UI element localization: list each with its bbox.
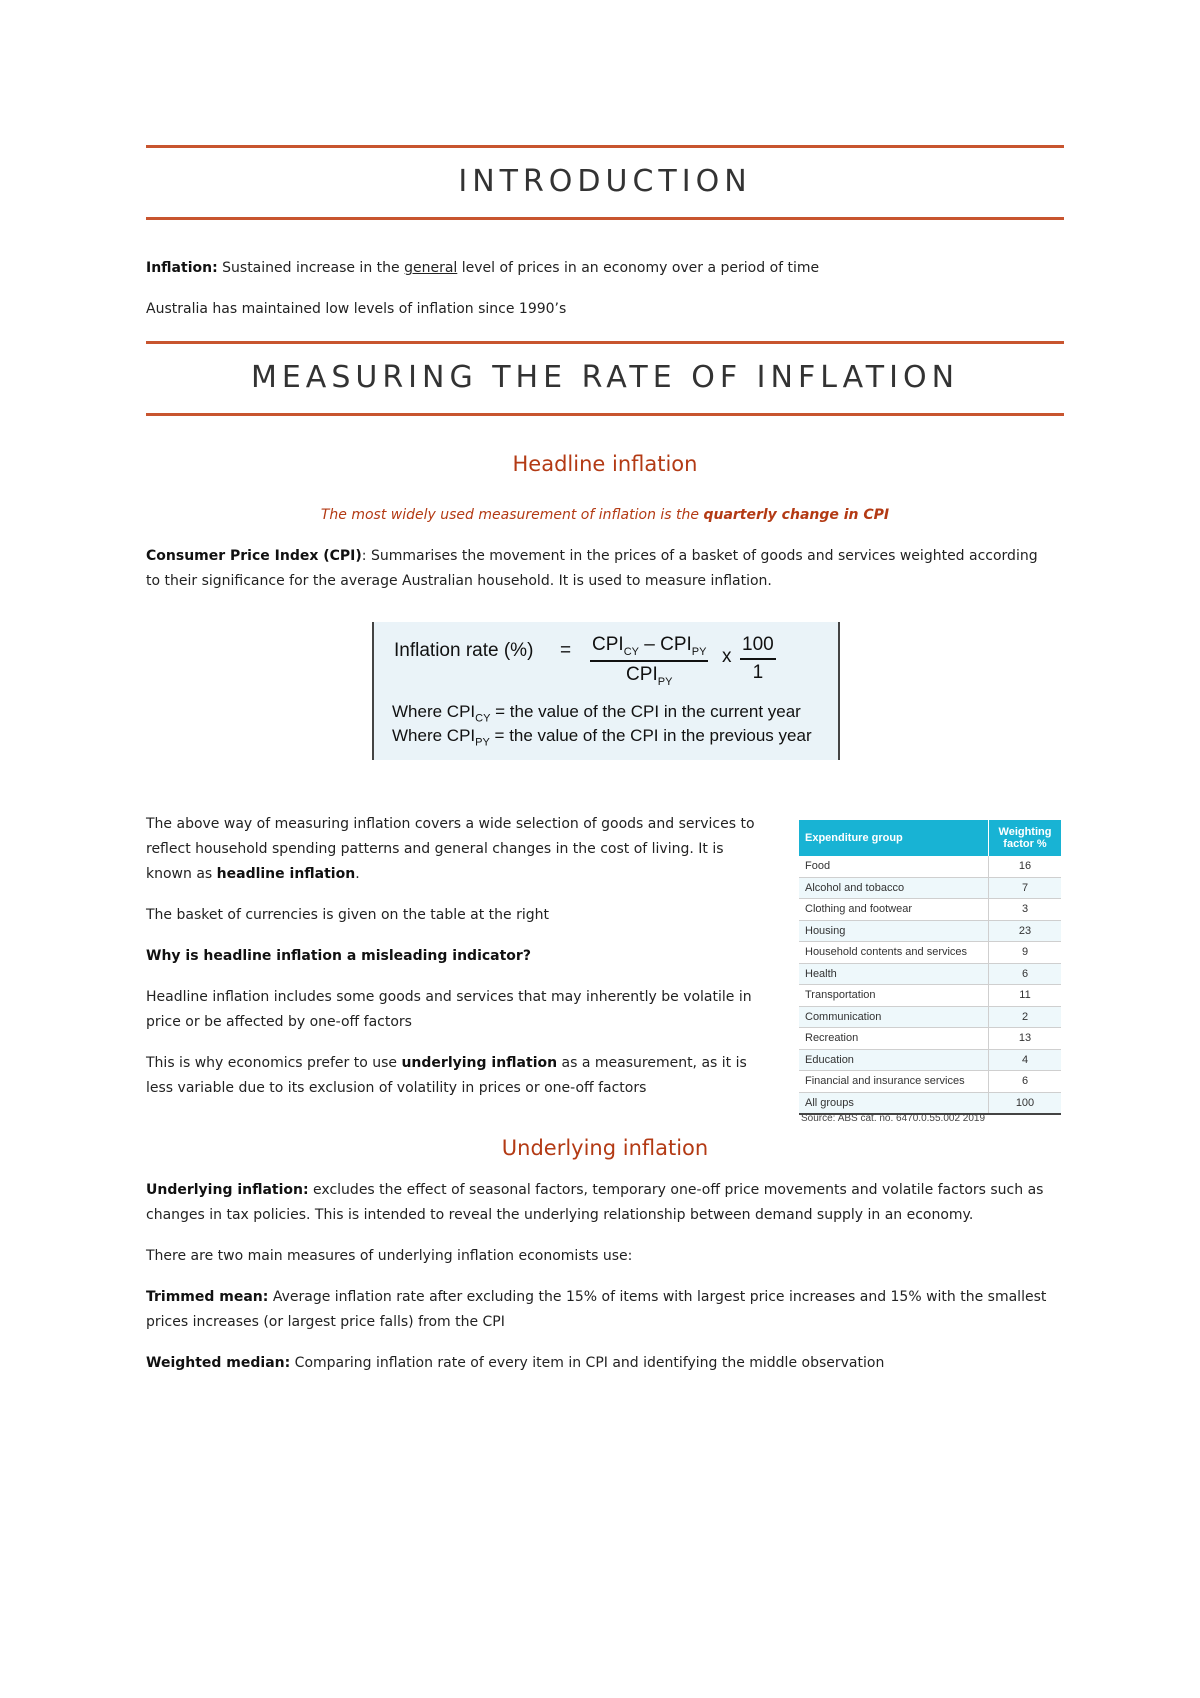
- intro-rule-top: [146, 145, 1064, 148]
- above-line3: known as headline inflation.: [146, 866, 360, 882]
- general-underlined: general: [404, 260, 458, 276]
- basket-note: The basket of currencies is given on the table at the right: [146, 907, 550, 923]
- inflation-def-text-end: level of prices in an economy over a period of time: [457, 260, 820, 276]
- headline-tagline: [146, 503, 1064, 528]
- formula-equals: =: [560, 640, 572, 661]
- table-row: [799, 1071, 1061, 1093]
- cpi-fraction: [590, 634, 708, 688]
- row-weight: 11: [989, 985, 1062, 1007]
- row-group: All groups: [799, 1092, 989, 1114]
- australia-note: Australia has maintained low levels of inflation since 1990’s: [146, 301, 567, 317]
- table-row: [799, 985, 1061, 1007]
- measuring-rule-top: [146, 341, 1064, 344]
- table-row: [799, 963, 1061, 985]
- table-header-row: [799, 820, 1061, 856]
- inflation-term: Inflation:: [146, 260, 218, 276]
- row-group: Recreation: [799, 1028, 989, 1050]
- where-current-year: Where $CPI_{CY}$ = the value of the CPI in the current year: [392, 702, 801, 725]
- table-row: [799, 877, 1061, 899]
- inflation-definition: [146, 256, 819, 281]
- table-row: [799, 1049, 1061, 1071]
- table-row: [799, 920, 1061, 942]
- table-row: [799, 1028, 1061, 1050]
- underlying-term: Underlying inflation:: [146, 1182, 309, 1198]
- inflation-formula-box: [372, 622, 840, 760]
- row-weight: 6: [989, 963, 1062, 985]
- trimmed-mean-term: Trimmed mean:: [146, 1289, 269, 1305]
- measuring-heading: MEASURING THE RATE OF INFLATION: [250, 360, 960, 395]
- headline-inflation-bold: headline inflation: [216, 866, 356, 882]
- intro-rule-bottom: [146, 217, 1064, 220]
- volatile-line2: price or be affected by one-off factors: [146, 1014, 412, 1030]
- row-group: Housing: [799, 920, 989, 942]
- weighted-median-term: Weighted median:: [146, 1355, 291, 1371]
- table-row: [799, 856, 1061, 877]
- header-expenditure-group: Expenditure group: [799, 820, 989, 856]
- above-line1: The above way of measuring inflation covers a wide selection of goods and services to: [146, 816, 755, 832]
- row-weight: 4: [989, 1049, 1062, 1071]
- row-group: Transportation: [799, 985, 989, 1007]
- tagline-bold: quarterly change in CPI: [703, 507, 890, 523]
- underlying-title: Underlying inflation: [501, 1136, 709, 1160]
- trimmed-mean-line1: Trimmed mean: Average inflation rate after excluding the 15% of items with largest price increases and 15% with the smallest: [146, 1289, 1047, 1305]
- trimmed-mean-line2: prices increases (or largest price falls) from the CPI: [146, 1314, 505, 1330]
- cpi-definition-line2: to their significance for the average Australian household. It is used to measure inflation.: [146, 573, 772, 589]
- row-weight: 6: [989, 1071, 1062, 1093]
- header-weighting-factor: Weighting factor %: [989, 820, 1062, 856]
- row-weight: 3: [989, 899, 1062, 921]
- formula-label: Inflation rate (%): [394, 640, 534, 661]
- row-group: Food: [799, 856, 989, 877]
- row-weight: 13: [989, 1028, 1062, 1050]
- cpi-numerator: $CPI_{CY} - CPI_{PY}$: [590, 634, 708, 662]
- row-group: Financial and insurance services: [799, 1071, 989, 1093]
- table-row: [799, 1006, 1061, 1028]
- prefer-line1: This is why economics prefer to use underlying inflation as a measurement, as it is: [146, 1055, 747, 1071]
- measuring-rule-bottom: [146, 413, 1064, 416]
- table-row: [799, 899, 1061, 921]
- underlying-inflation-bold: underlying inflation: [401, 1055, 558, 1071]
- two-measures: There are two main measures of underlying inflation economists use:: [146, 1248, 633, 1264]
- above-line2: reflect household spending patterns and general changes in the cost of living. It is: [146, 841, 724, 857]
- underlying-def-line2: changes in tax policies. This is intended to reveal the underlying relationship between demand supply in an economy.: [146, 1207, 974, 1223]
- where-previous-year: Where $CPI_{PY}$ = the value of the CPI in the previous year: [392, 726, 812, 749]
- table-row: [799, 942, 1061, 964]
- row-weight: 7: [989, 877, 1062, 899]
- row-group: Education: [799, 1049, 989, 1071]
- cpi-weighting-table: [799, 820, 1061, 1115]
- row-group: Health: [799, 963, 989, 985]
- prefer-line2: less variable due to its exclusion of volatility in prices or one-off factors: [146, 1080, 647, 1096]
- row-group: Communication: [799, 1006, 989, 1028]
- underlying-def-line1: Underlying inflation: excludes the effect of seasonal factors, temporary one-off price movements and volatile factors such as: [146, 1182, 1044, 1198]
- volatile-line1: Headline inflation includes some goods and services that may inherently be volatile in: [146, 989, 752, 1005]
- one-denominator: 1: [752, 662, 764, 683]
- row-group: Household contents and services: [799, 942, 989, 964]
- headline-title: Headline inflation: [512, 452, 698, 476]
- row-group: Clothing and footwear: [799, 899, 989, 921]
- hundred-fraction: [740, 634, 776, 684]
- inflation-def-text: Sustained increase in the: [217, 260, 405, 276]
- cpi-term: Consumer Price Index (CPI): [146, 548, 362, 564]
- row-weight: 2: [989, 1006, 1062, 1028]
- tagline-text: The most widely used measurement of inflation is the: [320, 507, 704, 523]
- formula-times: x: [722, 646, 732, 667]
- row-group: Alcohol and tobacco: [799, 877, 989, 899]
- table-row-total: [799, 1092, 1061, 1114]
- cpi-denominator: $CPI_{PY}$: [626, 663, 673, 688]
- intro-heading: INTRODUCTION: [458, 164, 752, 199]
- cpi-definition-line1: [146, 544, 1038, 569]
- weighted-median: Weighted median: Comparing inflation rate of every item in CPI and identifying the middle observation: [146, 1355, 885, 1371]
- row-weight: 23: [989, 920, 1062, 942]
- row-weight: 16: [989, 856, 1062, 877]
- hundred-numerator: 100: [740, 634, 776, 660]
- row-weight: 9: [989, 942, 1062, 964]
- table-source: Source: ABS cat. no. 6470.0.55.002 2019: [801, 1113, 986, 1124]
- why-question: Why is headline inflation a misleading indicator?: [146, 948, 531, 964]
- cpi-def-text: : Summarises the movement in the prices of a basket of goods and services weighted according: [361, 548, 1038, 564]
- row-weight: 100: [989, 1092, 1062, 1114]
